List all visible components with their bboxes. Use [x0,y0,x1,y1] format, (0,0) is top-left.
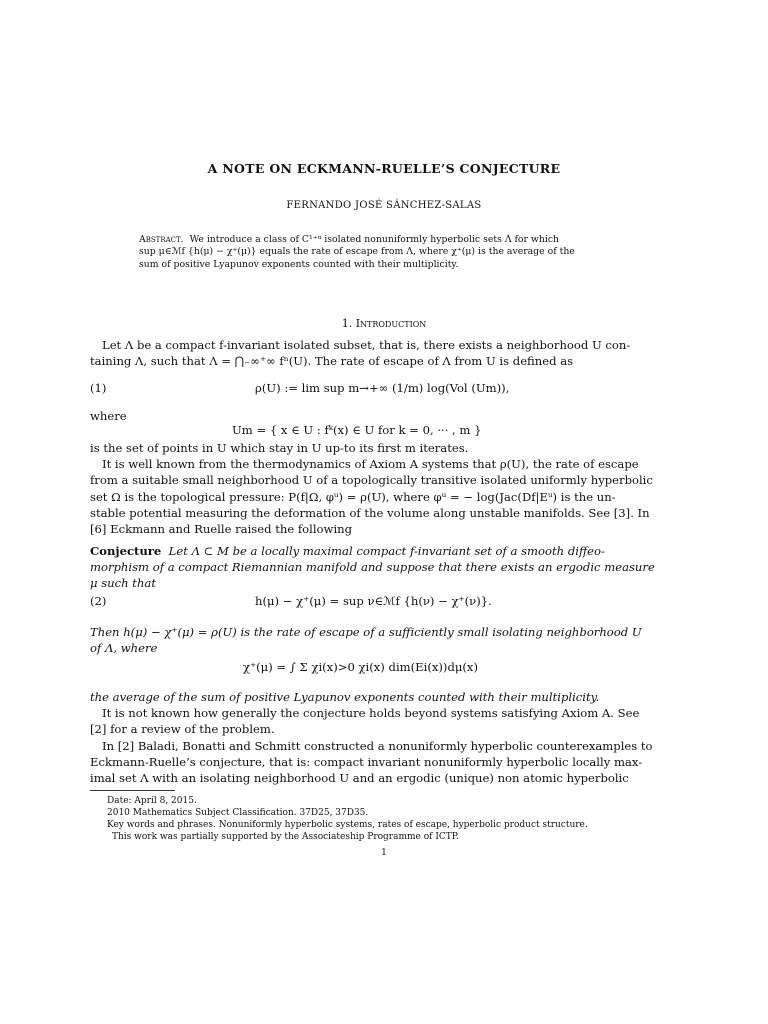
para4-line-1: In [2] Baladi, Bonatti and Schmitt constructed a nonuniformly hyperbolic counterexamples to [102,738,653,753]
page-number: 1 [381,848,387,858]
intro-paragraph [90,337,668,369]
para4-line-3: imal set Λ with an isolating neighborhood U and an ergodic (unique) non atomic hyperbolic [90,771,629,786]
conjecture-line-2: morphism of a compact Riemannian manifold and suppose that there exists an ergodic measure [90,560,655,575]
para2-line-2: from a suitable small neighborhood U of a topologically transitive isolated uniformly hyperbolic [90,473,653,488]
para4-line-2: Eckmann-Ruelle’s conjecture, that is: compact invariant nonuniformly hyperbolic locally max- [90,754,643,769]
average-line: the average of the sum of positive Lyapunov exponents counted with their multiplicity. [90,690,600,704]
equation-2-number: (2) [90,594,107,608]
where-label: where [90,409,127,423]
footnote-date: Date: April 8, 2015. [107,796,197,806]
equation-um: Um = { x ∈ U : fᵏ(x) ∈ U for k = 0, ··· , m } [232,423,482,437]
abstract-label: Abstract. [139,234,184,245]
paper-title: A NOTE ON ECKMANN-RUELLE’S CONJECTURE [207,161,561,176]
abstract [139,234,585,271]
section-heading-introduction: 1. Introduction [341,317,427,330]
footnote-msc: 2010 Mathematics Subject Classification. 37D25, 37D35. [107,808,369,818]
after-um-line: is the set of points in U which stay in U up-to its first m iterates. [90,441,469,455]
abstract-line-1: We introduce a class of C¹⁺ᵅ isolated nonuniformly hyperbolic sets Λ for which [189,234,560,245]
intro-line-1: Let Λ be a compact f-invariant isolated subset, that is, there exists a neighborhood U con- [102,338,631,352]
para3-line-2: [2] for a review of the problem. [90,722,275,737]
then-line-1: Then h(μ) − χ⁺(μ) = ρ(U) is the rate of escape of a sufficiently small isolating neighborhood U [90,625,642,639]
footnote-support: This work was partially supported by the Associateship Programme of ICTP. [112,832,459,842]
paragraph-2 [90,440,668,537]
footnote-rule [90,790,175,791]
conjecture-line-1: Let Λ ⊂ M be a locally maximal compact f-invariant set of a smooth diffeo- [168,544,605,558]
footnote-keywords: Key words and phrases. Nonuniformly hyperbolic systems, rates of escape, hyperbolic product structure. [107,820,588,830]
then-line-2: of Λ, where [90,641,158,656]
para3-line-1: It is not known how generally the conjecture holds beyond systems satisfying Axiom A. See [102,706,640,721]
then-clause [90,624,668,656]
equation-1-number: (1) [90,381,107,395]
conjecture-label: Conjecture [90,544,162,558]
equation-3: χ⁺(μ) = ∫ Σ χi(x)>0 χi(x) dim(Ei(x))dμ(x) [243,660,478,674]
abstract-line-2: sup μ∈ℳf {h(μ) − χ⁺(μ)} equals the rate of escape from Λ, where χ⁺(μ) is the average of the [139,246,575,258]
para2-line-1: It is well known from the thermodynamics of Axiom A systems that ρ(U), the rate of escape [102,457,639,472]
conjecture [90,543,668,592]
para2-line-5: [6] Eckmann and Ruelle raised the following [90,522,353,537]
para2-line-3: set Ω is the topological pressure: P(f|Ω, φᵘ) = ρ(U), where φᵘ = − log(Jac(Df|Eᵘ) is the un- [90,489,616,504]
where-1 [90,408,668,424]
equation-2: h(μ) − χ⁺(μ) = sup ν∈ℳf {h(ν) − χ⁺(ν)}. [255,594,492,608]
abstract-line-3: sum of positive Lyapunov exponents counted with their multiplicity. [139,258,459,270]
author-name: FERNANDO JOSÉ SÁNCHEZ-SALAS [286,200,482,211]
equation-1: ρ(U) := lim sup m→+∞ (1/m) log(Vol (Um)), [255,381,510,395]
para2-line-4: stable potential measuring the deformation of the volume along unstable manifolds. See [3]. In [90,505,650,520]
intro-line-2: taining Λ, such that Λ = ⋂₋∞⁺∞ fⁿ(U). The rate of escape of Λ from U is defined as [90,354,574,369]
closing-paragraphs [90,689,668,786]
conjecture-line-3: μ such that [90,576,156,591]
